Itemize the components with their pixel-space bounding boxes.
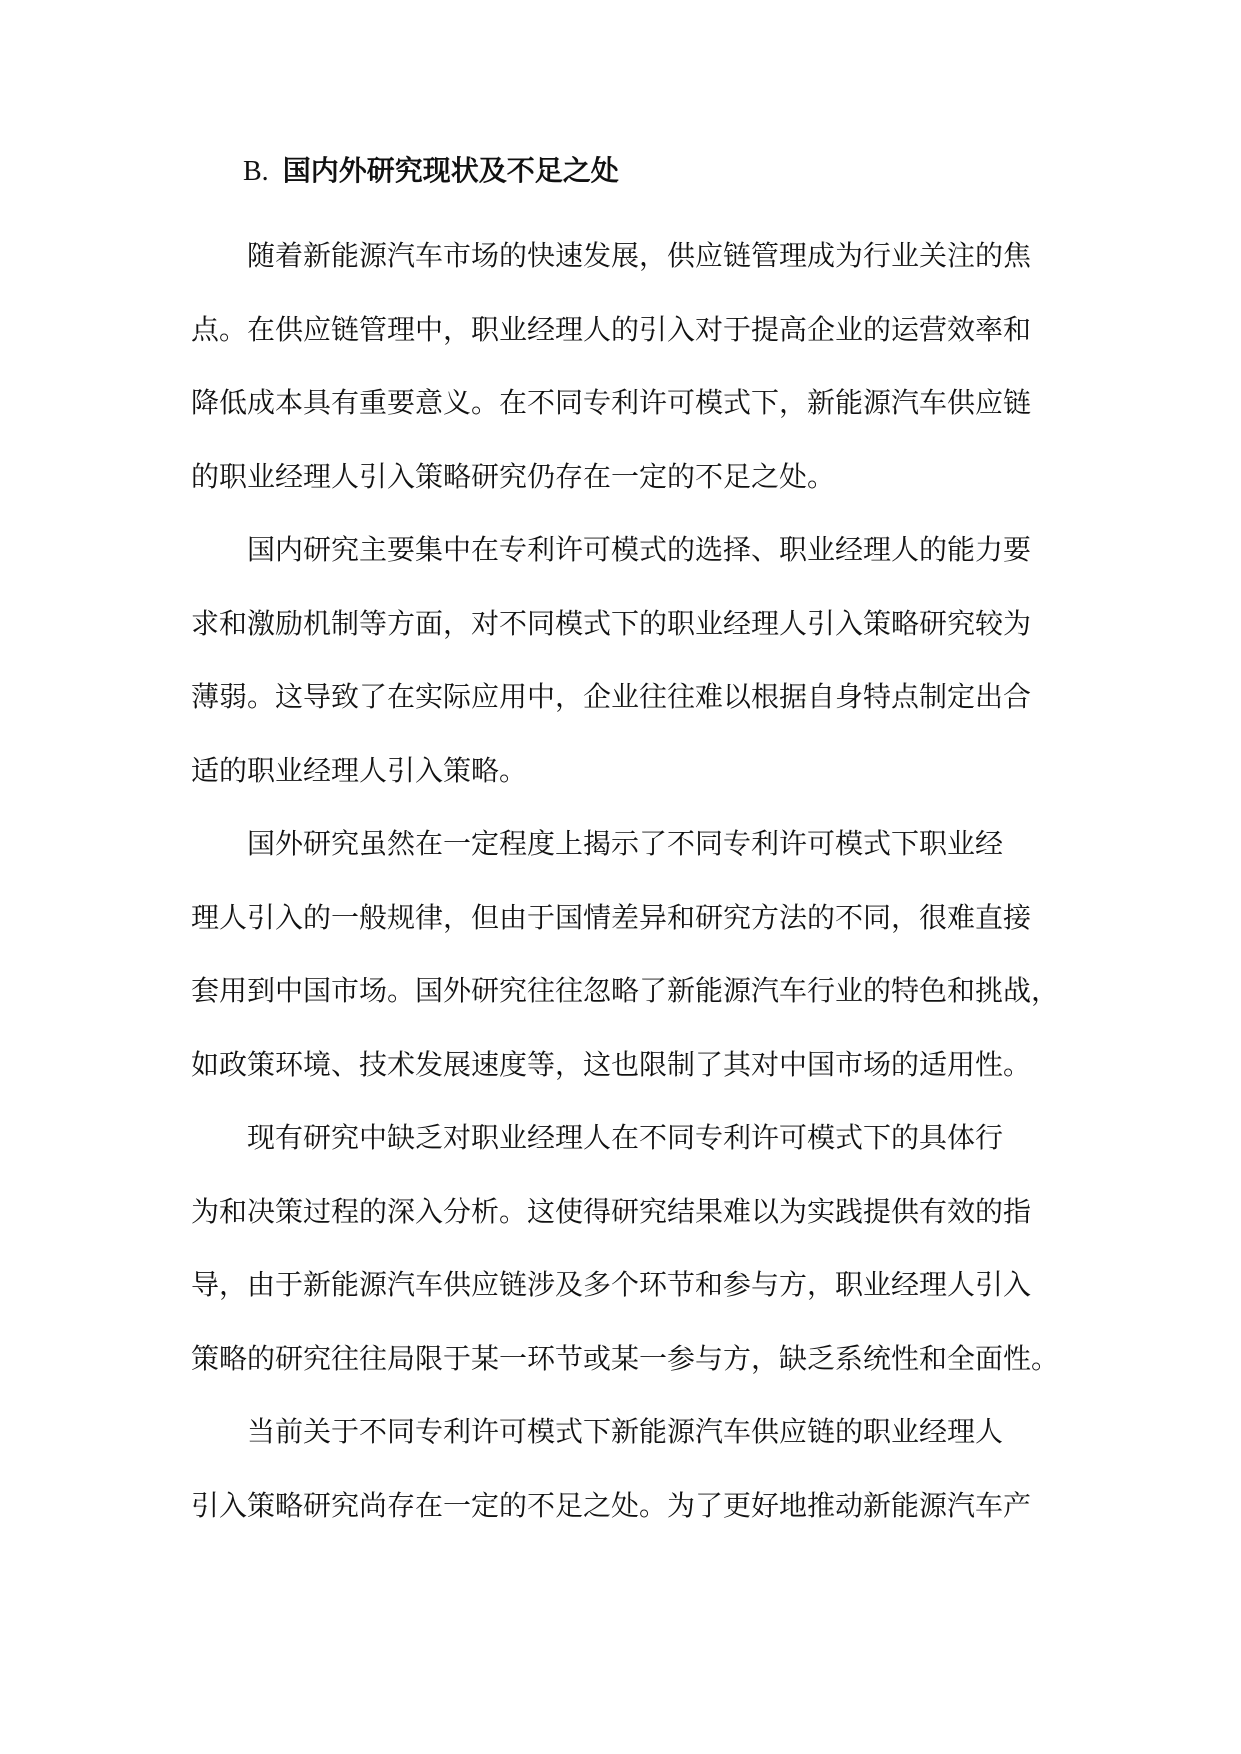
document-body — [191, 147, 1061, 1542]
text-line: 当前关于不同专利许可模式下新能源汽车供应链的职业经理人 — [247, 1415, 1004, 1448]
text-line: 如政策环境、技术发展速度等，这也限制了其对中国市场的适用性。 — [191, 1047, 1032, 1081]
text-line: 导，由于新能源汽车供应链涉及多个环节和参与方，职业经理人引入 — [191, 1268, 1032, 1301]
text-line: 引入策略研究尚存在一定的不足之处。为了更好地推动新能源汽车产 — [191, 1488, 1032, 1522]
text-line: 适的职业经理人引入策略。 — [191, 753, 528, 787]
text-line: 的职业经理人引入策略研究仍存在一定的不足之处。 — [191, 459, 836, 493]
paragraph-1 — [191, 219, 1061, 513]
text-line: 套用到中国市场。国外研究往往忽略了新能源汽车行业的特色和挑战， — [191, 974, 1060, 1007]
section-heading — [191, 147, 1061, 195]
text-line: 国内研究主要集中在专利许可模式的选择、职业经理人的能力要 — [247, 533, 1032, 566]
section-title: 国内外研究现状及不足之处 — [282, 154, 619, 187]
paragraph-2 — [191, 513, 1061, 807]
paragraph-5 — [191, 1395, 1061, 1542]
text-line: 薄弱。这导致了在实际应用中，企业往往难以根据自身特点制定出合 — [191, 680, 1032, 713]
text-line: 策略的研究往往局限于某一环节或某一参与方，缺乏系统性和全面性。 — [191, 1341, 1060, 1375]
section-number: B. — [243, 156, 269, 187]
text-line: 点。在供应链管理中，职业经理人的引入对于提高企业的运营效率和 — [191, 312, 1032, 346]
text-line: 降低成本具有重要意义。在不同专利许可模式下，新能源汽车供应链 — [191, 386, 1032, 419]
text-line: 理人引入的一般规律，但由于国情差异和研究方法的不同，很难直接 — [191, 900, 1032, 934]
paragraph-4 — [191, 1101, 1061, 1395]
text-line: 随着新能源汽车市场的快速发展，供应链管理成为行业关注的焦 — [247, 239, 1032, 272]
text-line: 现有研究中缺乏对职业经理人在不同专利许可模式下的具体行 — [247, 1121, 1004, 1154]
text-line: 国外研究虽然在一定程度上揭示了不同专利许可模式下职业经 — [247, 827, 1004, 860]
text-line: 求和激励机制等方面，对不同模式下的职业经理人引入策略研究较为 — [191, 606, 1032, 640]
text-line: 为和决策过程的深入分析。这使得研究结果难以为实践提供有效的指 — [191, 1194, 1032, 1228]
paragraph-3 — [191, 807, 1061, 1101]
